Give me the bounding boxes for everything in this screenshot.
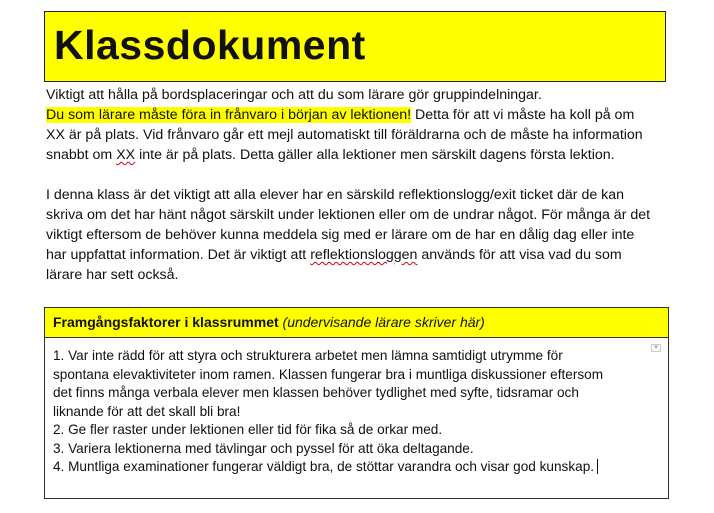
- reflection-line-2: skriva om det har hänt något särskilt under lektionen eller om de undrar något. För många är det: [46, 207, 651, 223]
- intro-line-2: Detta för att vi måste ha koll på om: [411, 107, 635, 123]
- factor-line: 2. Ge fler raster under lektionen eller tid för fika så de orkar med.: [53, 422, 443, 437]
- success-factors-text-area[interactable]: [45, 338, 668, 477]
- page-title: Klassdokument: [54, 22, 366, 68]
- intro-line-4-post: inte är på plats. Detta gäller alla lektioner men särskilt dagens första lektion.: [135, 147, 615, 163]
- success-factors-subtitle: (undervisande lärare skriver här): [282, 314, 485, 330]
- success-factors-title: Framgångsfaktorer i klassrummet: [53, 314, 279, 330]
- reflection-paragraph: [46, 185, 676, 285]
- intro-line-1: Viktigt att hålla på bordsplaceringar och att du som lärare gör gruppindelningar.: [46, 87, 542, 103]
- title-box: [44, 11, 666, 82]
- highlighted-notice: Du som lärare måste föra in frånvaro i början av lektionen!: [46, 107, 412, 123]
- reflection-line-4-post: används för att visa vad du som: [417, 247, 622, 263]
- chevron-down-icon[interactable]: ▾: [651, 344, 661, 352]
- reflection-line-1: I denna klass är det viktigt att alla elever har en särskild reflektionslogg/exit ticket där de kan: [46, 187, 625, 203]
- factor-line: liknande för att det skall bli bra!: [53, 403, 241, 419]
- intro-paragraph-1: [46, 85, 676, 165]
- intro-line-4-pre: snabbt om: [46, 147, 117, 163]
- factor-line-last: [53, 458, 658, 477]
- factor-line: 1. Var inte rädd för att styra och strukturera arbetet men lämna samtidigt utrymme för: [53, 348, 563, 363]
- text-cursor: [597, 459, 598, 474]
- success-factors-header: [45, 308, 668, 338]
- spellcheck-word-xx: XX: [116, 147, 136, 163]
- reflection-line-5: lärare har sett också.: [46, 267, 179, 283]
- spellcheck-word-reflektionsloggen: reflektionsloggen: [310, 247, 418, 263]
- intro-line-3: XX är på plats. Vid frånvaro går ett mejl automatiskt till föräldrarna och de måste ha information: [46, 127, 643, 143]
- reflection-line-3: viktigt eftersom de behöver kunna meddela sig med er lärare om de har en dålig dag eller inte: [46, 227, 635, 243]
- factor-line: det finns många verbala elever men klassen behöver tydlighet med syfte, tidsramar och: [53, 385, 579, 400]
- success-factors-box: [44, 307, 669, 499]
- factor-line: 3. Variera lektionerna med tävlingar och pyssel för att öka deltagande.: [53, 440, 474, 456]
- intro-text: [46, 85, 676, 285]
- factor-line: spontana elevaktiviteter inom ramen. Klassen fungerar bra i muntliga diskussioner eftersom: [53, 366, 604, 382]
- factor-line-text: 4. Muntliga examinationer fungerar väldigt bra, de stöttar varandra och visar god kunskap.: [53, 459, 595, 474]
- reflection-line-4-pre: har uppfattat information. Det är viktigt att: [46, 247, 311, 263]
